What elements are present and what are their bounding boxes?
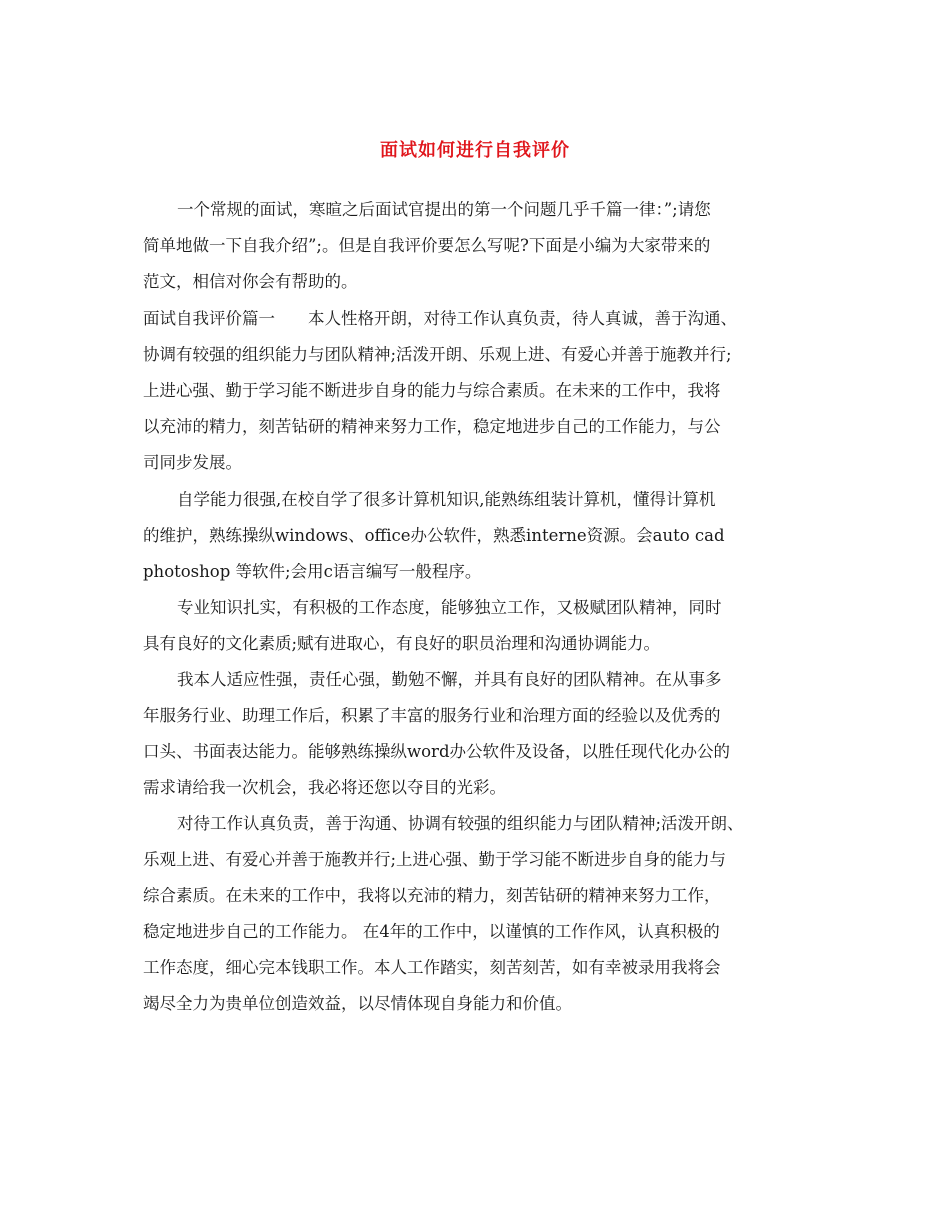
- text-line-1: 一个常规的面试，寒暄之后面试官提出的第一个问题几乎千篇一律：”;请您: [177, 200, 711, 219]
- text-line-20: 综合素质。在未来的工作中，我将以充沛的精力，刻苦钻研的精神来努力工作，: [143, 886, 721, 905]
- text-line-16: 口头、书面表达能力。能够熟练操纵word办公软件及设备，以胜任现代化办公的: [143, 742, 731, 761]
- text-line-14: 我本人适应性强，责任心强，勤勉不懈，并具有良好的团队精神。在从事多: [177, 670, 722, 689]
- text-line-2: 简单地做一下自我介绍”;。但是自我评价要怎么写呢?下面是小编为大家带来的: [143, 236, 711, 255]
- text-line-9: 自学能力很强,在校自学了很多计算机知识,能熟练组装计算机，懂得计算机: [177, 490, 716, 509]
- text-line-17: 需求请给我一次机会，我必将还您以夺目的光彩。: [143, 778, 506, 797]
- document-title: 面试如何进行自我评价: [380, 140, 570, 161]
- text-line-21: 稳定地进步自己的工作能力。 在4年的工作中，以谨慎的工作作风，认真积极的: [143, 922, 720, 941]
- text-line-19: 乐观上进、有爱心并善于施教并行;上进心强、勤于学习能不断进步自身的能力与: [143, 850, 727, 869]
- text-line-23: 竭尽全力为贵单位创造效益，以尽情体现自身能力和价值。: [143, 994, 572, 1013]
- text-line-18: 对待工作认真负责，善于沟通、协调有较强的组织能力与团队精神;活泼开朗、: [177, 814, 744, 833]
- text-line-22: 工作态度，细心完本钱职工作。本人工作踏实，刻苦刻苦，如有幸被录用我将会: [143, 958, 721, 977]
- text-line-3: 范文，相信对你会有帮助的。: [143, 272, 358, 291]
- text-line-7: 以充沛的精力，刻苦钻研的精神来努力工作，稳定地进步自己的工作能力，与公: [143, 417, 721, 436]
- text-line-4: 面试自我评价篇一 本人性格开朗，对待工作认真负责，待人真诚，善于沟通、: [143, 309, 737, 328]
- text-line-13: 具有良好的文化素质;赋有进取心，有良好的职员治理和沟通协调能力。: [143, 634, 661, 653]
- text-line-6: 上进心强、勤于学习能不断进步自身的能力与综合素质。在未来的工作中，我将: [143, 381, 721, 400]
- text-line-10: 的维护，熟练操纵windows、office办公软件，熟悉interne资源。会auto cad: [143, 526, 725, 545]
- text-line-8: 司同步发展。: [143, 453, 242, 472]
- text-line-5: 协调有较强的组织能力与团队精神;活泼开朗、乐观上进、有爱心并善于施教并行;: [143, 345, 732, 364]
- text-line-11: photoshop 等软件;会用c语言编写一般程序。: [143, 562, 482, 581]
- text-line-12: 专业知识扎实，有积极的工作态度，能够独立工作，又极赋团队精神，同时: [177, 598, 722, 617]
- text-line-15: 年服务行业、助理工作后，积累了丰富的服务行业和治理方面的经验以及优秀的: [143, 706, 721, 725]
